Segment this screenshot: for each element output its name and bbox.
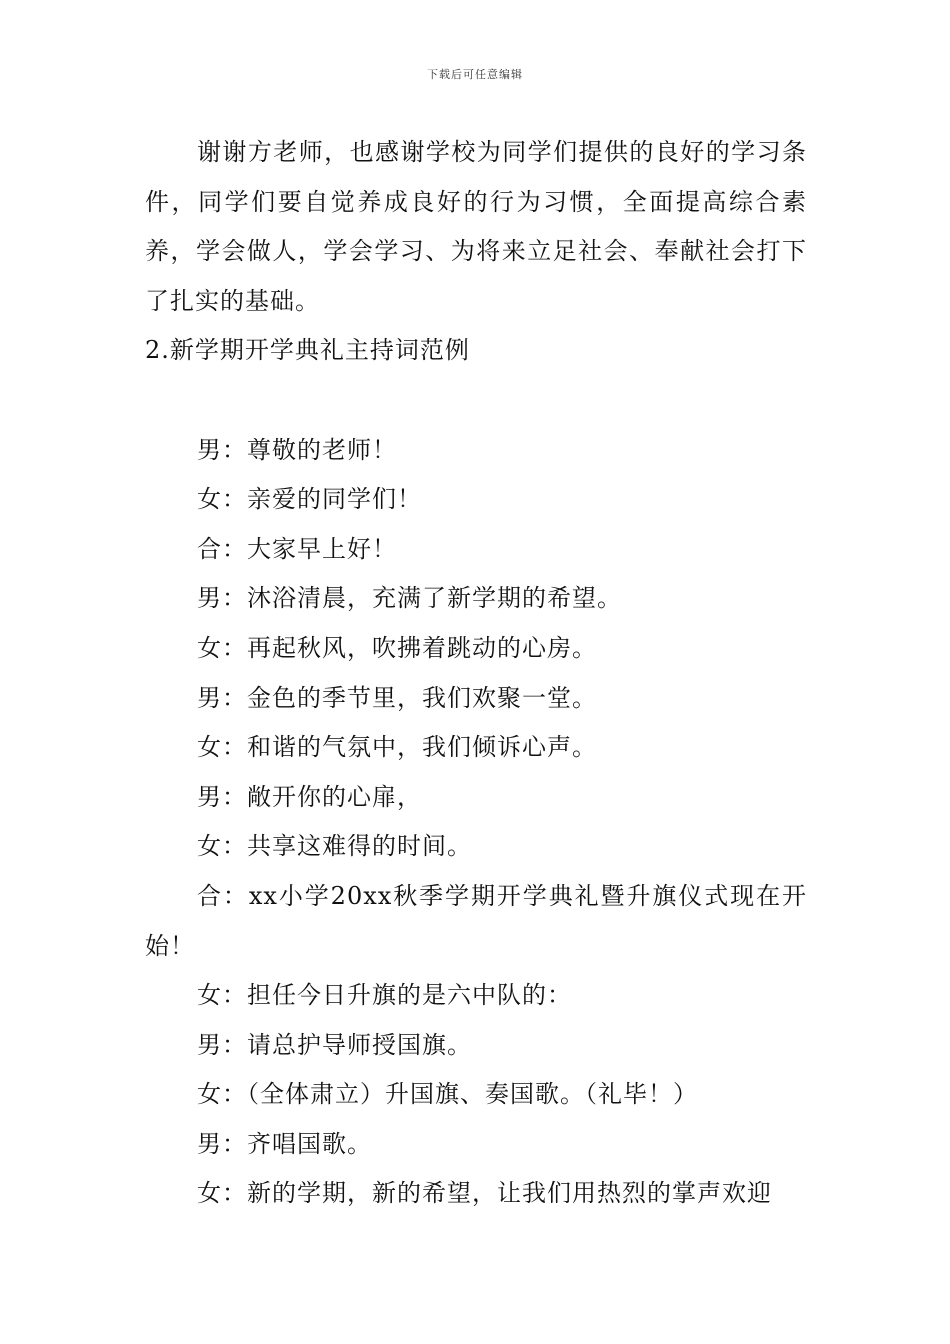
dialogue-line: 男：敞开你的心扉， — [197, 782, 422, 811]
dialogue-line: 男：金色的季节里，我们欢聚一堂。 — [197, 683, 597, 712]
dialogue-line: 女：新的学期，新的希望，让我们用热烈的掌声欢迎 — [197, 1179, 772, 1208]
dialogue-line: 男：尊敬的老师！ — [197, 435, 397, 464]
dialogue-line: 女：亲爱的同学们！ — [197, 485, 422, 514]
dialogue-line: 女：再起秋风，吹拂着跳动的心房。 — [197, 633, 597, 662]
dialogue-line: 女：共享这难得的时间。 — [197, 832, 472, 861]
intro-paragraph: 谢谢方老师，也感谢学校为同学们提供的良好的学习条件，同学们要自觉养成良好的行为习惯，全面提高综合素养，学会做人，学会学习、为将来立足社会、奉献社会打下了扎实的基础。 — [145, 138, 807, 315]
dialogue-line: 合：xx小学20xx秋季学期开学典礼暨升旗仪式现在开始！ — [145, 881, 807, 960]
dialogue-line: 女：（全体肃立）升国旗、奏国歌。（礼毕！） — [197, 1080, 698, 1109]
dialogue-line: 女：和谐的气氛中，我们倾诉心声。 — [197, 733, 597, 762]
blank-line — [145, 376, 807, 426]
dialogue-line: 男：齐唱国歌。 — [197, 1129, 372, 1158]
dialogue-line: 女：担任今日升旗的是六中队的： — [197, 981, 572, 1010]
dialogue-line: 男：请总护导师授国旗。 — [197, 1030, 472, 1059]
section-heading: 2.新学期开学典礼主持词范例 — [145, 336, 470, 365]
document-body — [145, 128, 807, 1219]
dialogue-line: 合：大家早上好！ — [197, 534, 397, 563]
dialogue-line: 男：沐浴清晨，充满了新学期的希望。 — [197, 584, 622, 613]
page-header: 下载后可任意编辑 — [427, 68, 523, 81]
